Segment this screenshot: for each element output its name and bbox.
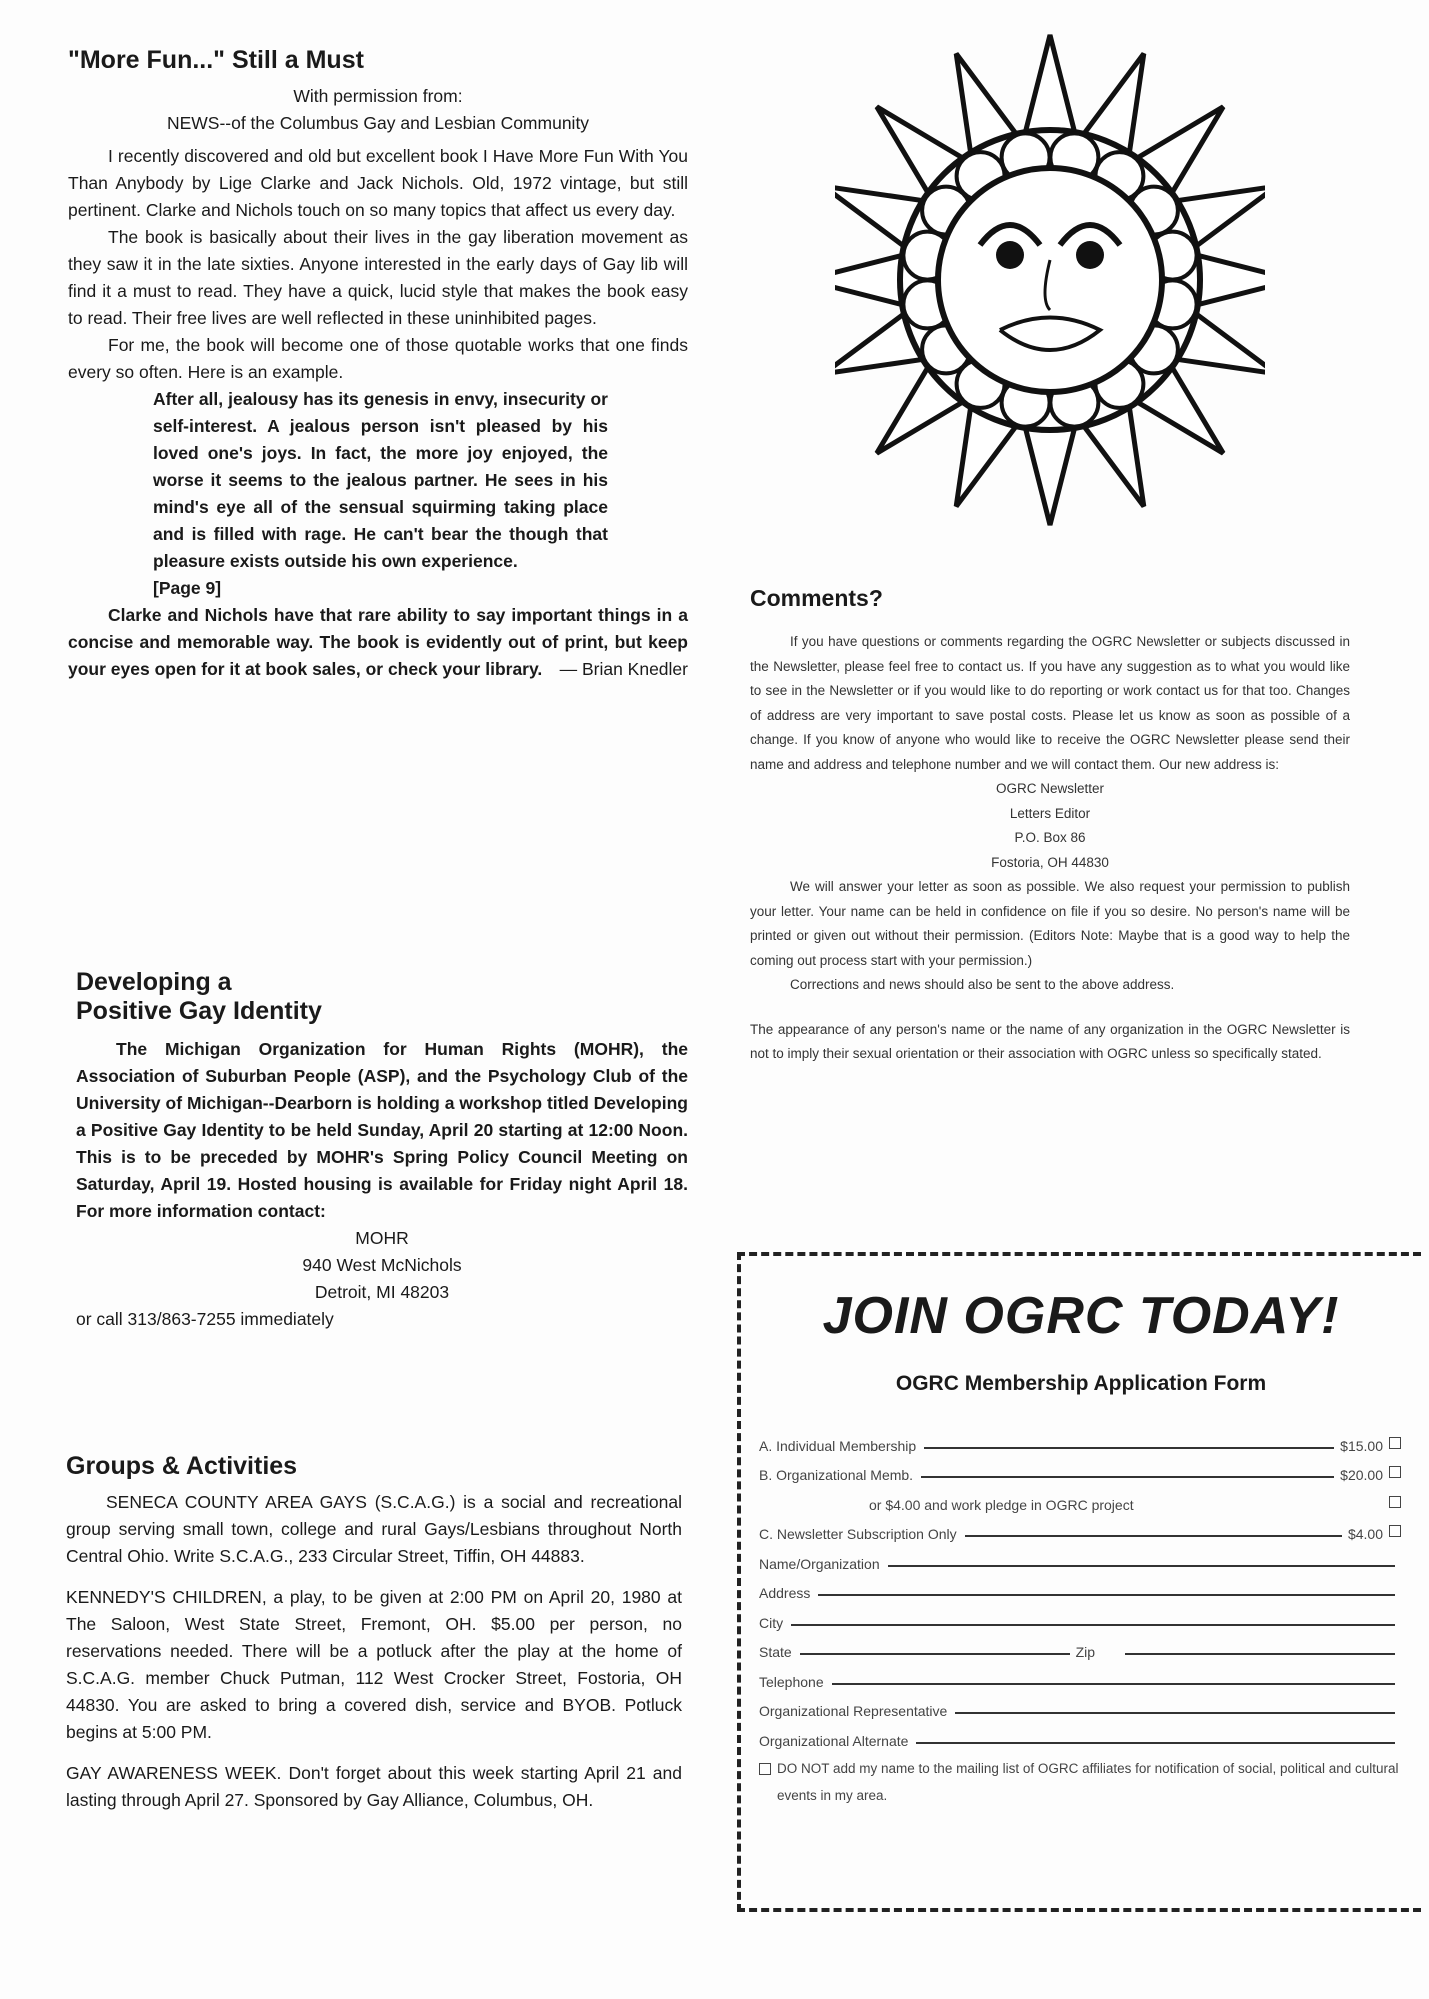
address-line: Detroit, MI 48203 [314, 1282, 450, 1302]
field-address[interactable] [759, 1572, 1401, 1602]
sun-ray [1023, 417, 1078, 525]
checkbox[interactable] [1389, 1466, 1401, 1478]
address-line: OGRC Newsletter [995, 781, 1105, 796]
option-label: B. Organizational Memb. [759, 1467, 914, 1483]
city-input[interactable] [791, 1624, 1395, 1626]
quote-reference: [Page 9] [153, 578, 222, 598]
field-label: Name/Organization [759, 1555, 880, 1572]
disclaimer: The appearance of any person's name or the name of any organization in the OGRC Newsletter is not to imply their sexual orientation or their association with OGRC unless so specifically stated. [750, 1021, 1350, 1061]
join-headline: JOIN OGRC TODAY! [822, 1287, 1340, 1345]
option-organizational[interactable] [759, 1454, 1401, 1484]
source-line: NEWS--of the Columbus Gay and Lesbian Community [166, 113, 590, 133]
paragraph: The Michigan Organization for Human Rights (MOHR), the Association of Suburban People (ASP), and the Psychology Club of the University of Michigan--Dearborn is holding a workshop titled Developing a Positive Gay Identity to be held Sunday, April 20 starting at 12:00 Noon. This is to be preceded by MOHR's Spring Policy Council Meeting on Saturday, April 19. Hosted housing is available for Friday night April 18. For more information contact: [76, 1039, 688, 1221]
membership-form [737, 1252, 1421, 1912]
checkbox[interactable] [1389, 1437, 1401, 1449]
paragraph: If you have questions or comments regarding the OGRC Newsletter or subjects discussed in the Newsletter, please feel free to contact us. If you have any suggestion as to what you would like to see in the Newsletter or if you would like to do reporting or work contact us for that too. Changes of address are very important to save postal costs. Please let us know as soon as possible of a change. If you know of anyone who would like to receive the OGRC Newsletter please send their name and address and telephone number and we will contact them. Our new address is: [750, 634, 1350, 772]
sun-face-illustration [835, 20, 1265, 540]
field-name[interactable] [759, 1542, 1401, 1572]
field-label: State [759, 1644, 792, 1660]
address-line: Fostoria, OH 44830 [991, 854, 1109, 870]
field-telephone[interactable] [759, 1660, 1401, 1690]
paragraph: The book is basically about their lives in the gay liberation movement as they saw it in the late sixties. Anyone interested in the early days of Gay lib will find it a must to read. They have a quick, lucid style that makes the book easy to read. Their free lives are well reflected in these uninhibited pages. [68, 227, 688, 328]
telephone-input[interactable] [832, 1683, 1395, 1685]
field-city[interactable] [759, 1601, 1401, 1631]
form-title: OGRC Membership Application Form [895, 1372, 1267, 1395]
field-label: City [759, 1614, 784, 1631]
block-quote: After all, jealousy has its genesis in envy, insecurity or self-interest. A jealous person isn't pleased by his loved one's joys. In fact, the more joy enjoyed, the worse it seems to the jealous partner. He sees in his mind's eye all of the sensual squirming taking place and is filled with rage. He can't bear the though that pleasure exists outside his own experience. [153, 389, 608, 571]
field-representative[interactable] [759, 1690, 1401, 1720]
option-label: C. Newsletter Subscription Only [759, 1526, 957, 1542]
representative-input[interactable] [955, 1712, 1395, 1714]
field-label: Organizational Representative [759, 1703, 948, 1719]
option-price: $4.00 [1347, 1526, 1383, 1542]
field-label: Zip [1075, 1644, 1096, 1660]
activity-item: SENECA COUNTY AREA GAYS (S.C.A.G.) is a social and recreational group serving small town, college and rural Gays/Lesbians throughout North Central Ohio. Write S.C.A.G., 233 Circular Street, Tiffin, OH 44883. [66, 1492, 682, 1566]
paragraph: For me, the book will become one of those quotable works that one finds every so often. Here is an example. [68, 335, 688, 382]
optout-option[interactable] [759, 1755, 1401, 1809]
address-line: P.O. Box 86 [1014, 830, 1086, 845]
paragraph: Clarke and Nichols have that rare ability to say important things in a concise and memorable way. The book is evidently out of print, but keep your eyes open for it at book sales, or check your library. [68, 605, 688, 679]
comments-section [750, 585, 1350, 1067]
option-price: $20.00 [1340, 1467, 1383, 1483]
field-alternate[interactable] [759, 1719, 1401, 1749]
field-label: Telephone [759, 1673, 824, 1690]
phone-line: or call 313/863-7255 immediately [76, 1309, 334, 1329]
paragraph: I recently discovered and old but excellent book I Have More Fun With You Than Anybody by Lige Clarke and Jack Nichols. Old, 1972 vintage, but still pertinent. Clarke and Nichols touch on so many topics that affect us every day. [68, 146, 688, 220]
optout-label: DO NOT add my name to the mailing list of OGRC affiliates for notification of social, political and cultural events in my area. [777, 1760, 1399, 1803]
option-label: A. Individual Membership [759, 1437, 917, 1454]
activity-item: KENNEDY'S CHILDREN, a play, to be given at 2:00 PM on April 20, 1980 at The Saloon, West State Street, Fremont, OH. $5.00 per person, no reservations needed. There will be a potluck after the play at the home of S.C.A.G. member Chuck Putman, 112 West Crocker Street, Fostoria, OH 44830. You are asked to bring a covered dish, service and BYOB. Potluck begins at 5:00 PM. [66, 1587, 682, 1742]
option-label: or $4.00 and work pledge in OGRC project [869, 1496, 1134, 1513]
permission-line: With permission from: [293, 86, 463, 106]
field-label: Organizational Alternate [759, 1732, 909, 1749]
address-input[interactable] [818, 1594, 1395, 1596]
section-title: Comments? [750, 585, 883, 611]
article-title: Positive Gay Identity [76, 997, 322, 1025]
address-line: 940 West McNichols [302, 1255, 462, 1275]
option-work-pledge[interactable] [759, 1483, 1401, 1513]
article-title: Groups & Activities [66, 1452, 298, 1480]
sun-ray [1023, 35, 1078, 143]
paragraph: We will answer your letter as soon as possible. We also request your permission to publish your letter. Your name can be held in confidence on file if you so desire. No person's name will be printed or given out without their permission. (Editors Note: Maybe that is a good way to help the coming out process start with your permission.) [750, 879, 1350, 968]
field-label: Address [759, 1585, 811, 1601]
checkbox[interactable] [1389, 1496, 1401, 1508]
option-newsletter[interactable] [759, 1513, 1401, 1543]
article-title: Developing a [76, 968, 232, 996]
article-positive-identity [76, 968, 688, 1333]
activity-item: GAY AWARENESS WEEK. Don't forget about this week starting April 21 and lasting through April 27. Sponsored by Gay Alliance, Columbus, OH. [66, 1763, 682, 1810]
option-individual[interactable] [759, 1424, 1401, 1454]
field-state-zip[interactable] [759, 1631, 1401, 1661]
article-more-fun [68, 46, 688, 683]
option-price: $15.00 [1340, 1437, 1383, 1454]
name-input[interactable] [888, 1565, 1395, 1567]
article-groups [66, 1452, 682, 1814]
alternate-input[interactable] [916, 1742, 1395, 1744]
article-title: "More Fun..." Still a Must [68, 46, 364, 74]
address-line: MOHR [355, 1228, 409, 1248]
state-input[interactable] [800, 1653, 1070, 1655]
checkbox[interactable] [759, 1763, 771, 1775]
zip-input[interactable] [1125, 1653, 1395, 1655]
author-byline: — Brian Knedler [559, 659, 688, 679]
checkbox[interactable] [1389, 1525, 1401, 1537]
address-line: Letters Editor [1009, 805, 1091, 821]
paragraph: Corrections and news should also be sent to the above address. [790, 977, 1175, 992]
